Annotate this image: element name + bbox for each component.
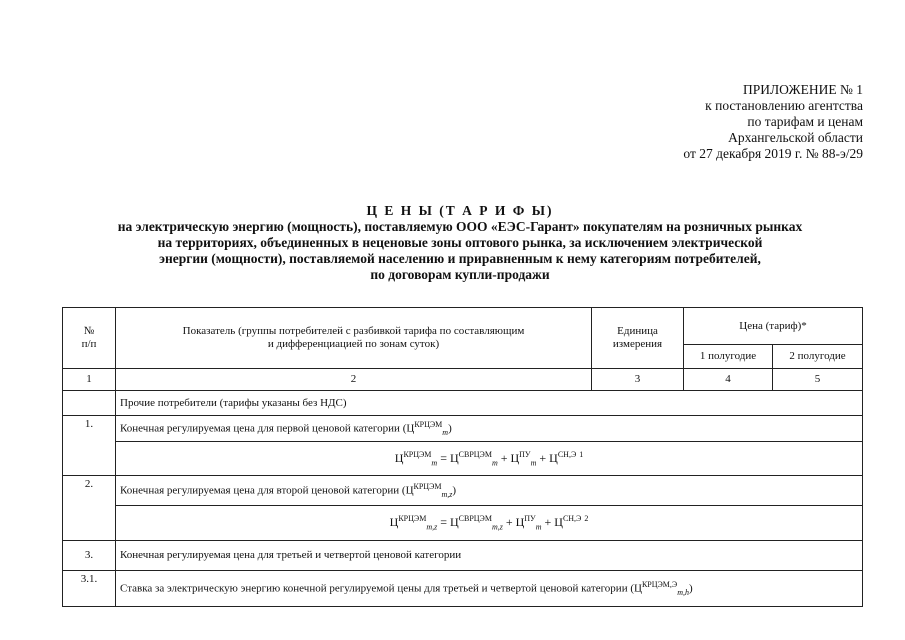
header-indicator: Показатель (группы потребителей с разбивкой тарифа по составляющим и дифференциацией по зонам суток) — [116, 308, 592, 369]
document-title: Ц Е Н Ы (Т А Р И Ф Ы) — [366, 203, 554, 218]
colnum-cell: 5 — [773, 369, 863, 391]
appendix-line: по тарифам и ценам — [747, 114, 863, 129]
row-text: Конечная регулируемая цена для третьей и четвертой ценовой категории — [116, 540, 863, 570]
row-number: 1. — [63, 416, 116, 476]
table-row — [63, 540, 863, 570]
heading-line: энергии (мощности), поставляемой населению и приравненным к нему категориям потребителей, — [159, 251, 761, 266]
appendix-line: Архангельской области — [728, 130, 863, 145]
header-half-1: 1 полугодие — [684, 345, 773, 369]
header-unit: Единица измерения — [592, 308, 684, 369]
appendix-block — [683, 82, 863, 162]
document-heading — [60, 203, 860, 283]
appendix-line: к постановлению агентства — [705, 98, 863, 113]
tariff-table — [62, 307, 863, 607]
heading-line: на территориях, объединенных в неценовые зоны оптового рынка, за исключением электрической — [157, 235, 763, 250]
header-number: № п/п — [63, 308, 116, 369]
appendix-date: от 27 декабря 2019 г. № 88-э/29 — [683, 146, 863, 161]
heading-line: по договорам купли-продажи — [370, 267, 550, 282]
colnum-cell: 1 — [63, 369, 116, 391]
colnum-cell: 3 — [592, 369, 684, 391]
table-row — [63, 570, 863, 606]
colnum-cell: 2 — [116, 369, 592, 391]
section-row — [63, 391, 863, 416]
row-text: Ставка за электрическую энергию конечной регулируемой цены для третьей и четвертой ценовой категории $(Ц^{КРЦЭМ,Э}_{m,h})$ — [116, 570, 863, 606]
header-price: Цена (тариф)* — [684, 308, 863, 345]
row-number: 2. — [63, 476, 116, 540]
colnum-cell: 4 — [684, 369, 773, 391]
formula-row — [63, 442, 863, 476]
row-text: Конечная регулируемая цена для первой ценовой категории $(Ц^{КРЦЭМ}_m)$ — [116, 416, 863, 442]
heading-line: на электрическую энергию (мощность), поставляемую ООО «ЕЭС-Гарант» покупателям на розничных рынках — [117, 219, 803, 234]
formula-1: $Ц^{КРЦЭМ}_m = Ц^{СВРЦЭМ}_m + Ц^{ПУ}_m + Ц^{СН,Э}$ $^1$ — [116, 442, 863, 476]
table-row — [63, 476, 863, 506]
table-header-row — [63, 308, 863, 345]
header-half-2: 2 полугодие — [773, 345, 863, 369]
formula-row — [63, 506, 863, 540]
row-number: 3.1. — [63, 570, 116, 606]
column-number-row — [63, 369, 863, 391]
section-title: Прочие потребители (тарифы указаны без НДС) — [116, 391, 863, 416]
formula-2: $Ц^{КРЦЭМ}_{m,z} = Ц^{СВРЦЭМ}_{m,z} + Ц^{ПУ}_m + Ц^{СН,Э}$ $^2$ — [116, 506, 863, 540]
row-number: 3. — [63, 540, 116, 570]
appendix-title: ПРИЛОЖЕНИЕ № 1 — [742, 82, 863, 97]
row-text: Конечная регулируемая цена для второй ценовой категории $(Ц^{КРЦЭМ}_{m,z})$ — [116, 476, 863, 506]
table-row — [63, 416, 863, 442]
